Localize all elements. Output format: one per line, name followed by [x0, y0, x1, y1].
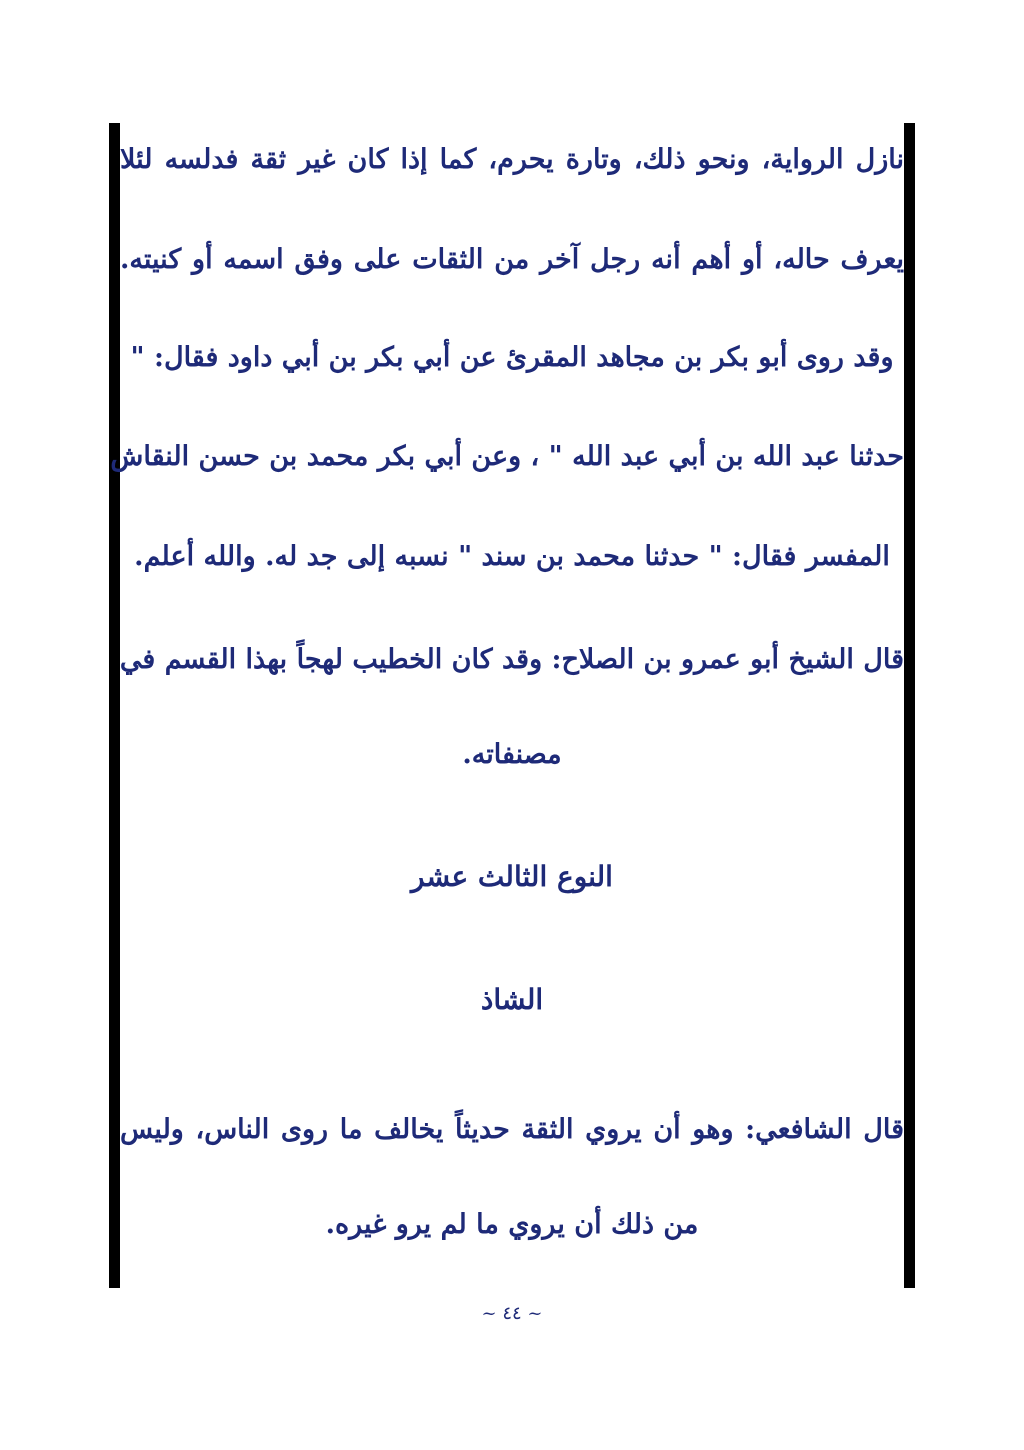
right-frame-border	[904, 123, 915, 1288]
section-subheading: الشاذ	[480, 983, 544, 1016]
text-line-5: المفسر فقال: " حدثنا محمد بن سند " نسبه إلى جد له. والله أعلم.	[134, 541, 890, 572]
text-line-3: وقد روى أبو بكر بن مجاهد المقرئ عن أبي بكر بن أبي داود فقال: "	[130, 342, 894, 373]
text-line-7: مصنفاته.	[462, 739, 562, 770]
text-line-2: يعرف حاله، أو أهم أنه رجل آخر من الثقات على وفق اسمه أو كنيته.	[120, 244, 904, 275]
page-number: ~ ٤٤ ~	[481, 1303, 543, 1324]
left-frame-border	[109, 123, 120, 1288]
section-heading: النوع الثالث عشر	[411, 860, 613, 893]
text-line-1: نازل الرواية، ونحو ذلك، وتارة يحرم، كما إذا كان غير ثقة فدلسه لئلا	[120, 144, 904, 175]
text-line-4: حدثنا عبد الله بن أبي عبد الله " ، وعن أبي بكر محمد بن حسن النقاش	[110, 441, 904, 472]
text-line-6: قال الشيخ أبو عمرو بن الصلاح: وقد كان الخطيب لهجاً بهذا القسم في	[119, 644, 904, 675]
text-line-9: من ذلك أن يروي ما لم يرو غيره.	[325, 1209, 699, 1240]
text-line-8: قال الشافعي: وهو أن يروي الثقة حديثاً يخالف ما روى الناس، وليس	[120, 1114, 904, 1145]
